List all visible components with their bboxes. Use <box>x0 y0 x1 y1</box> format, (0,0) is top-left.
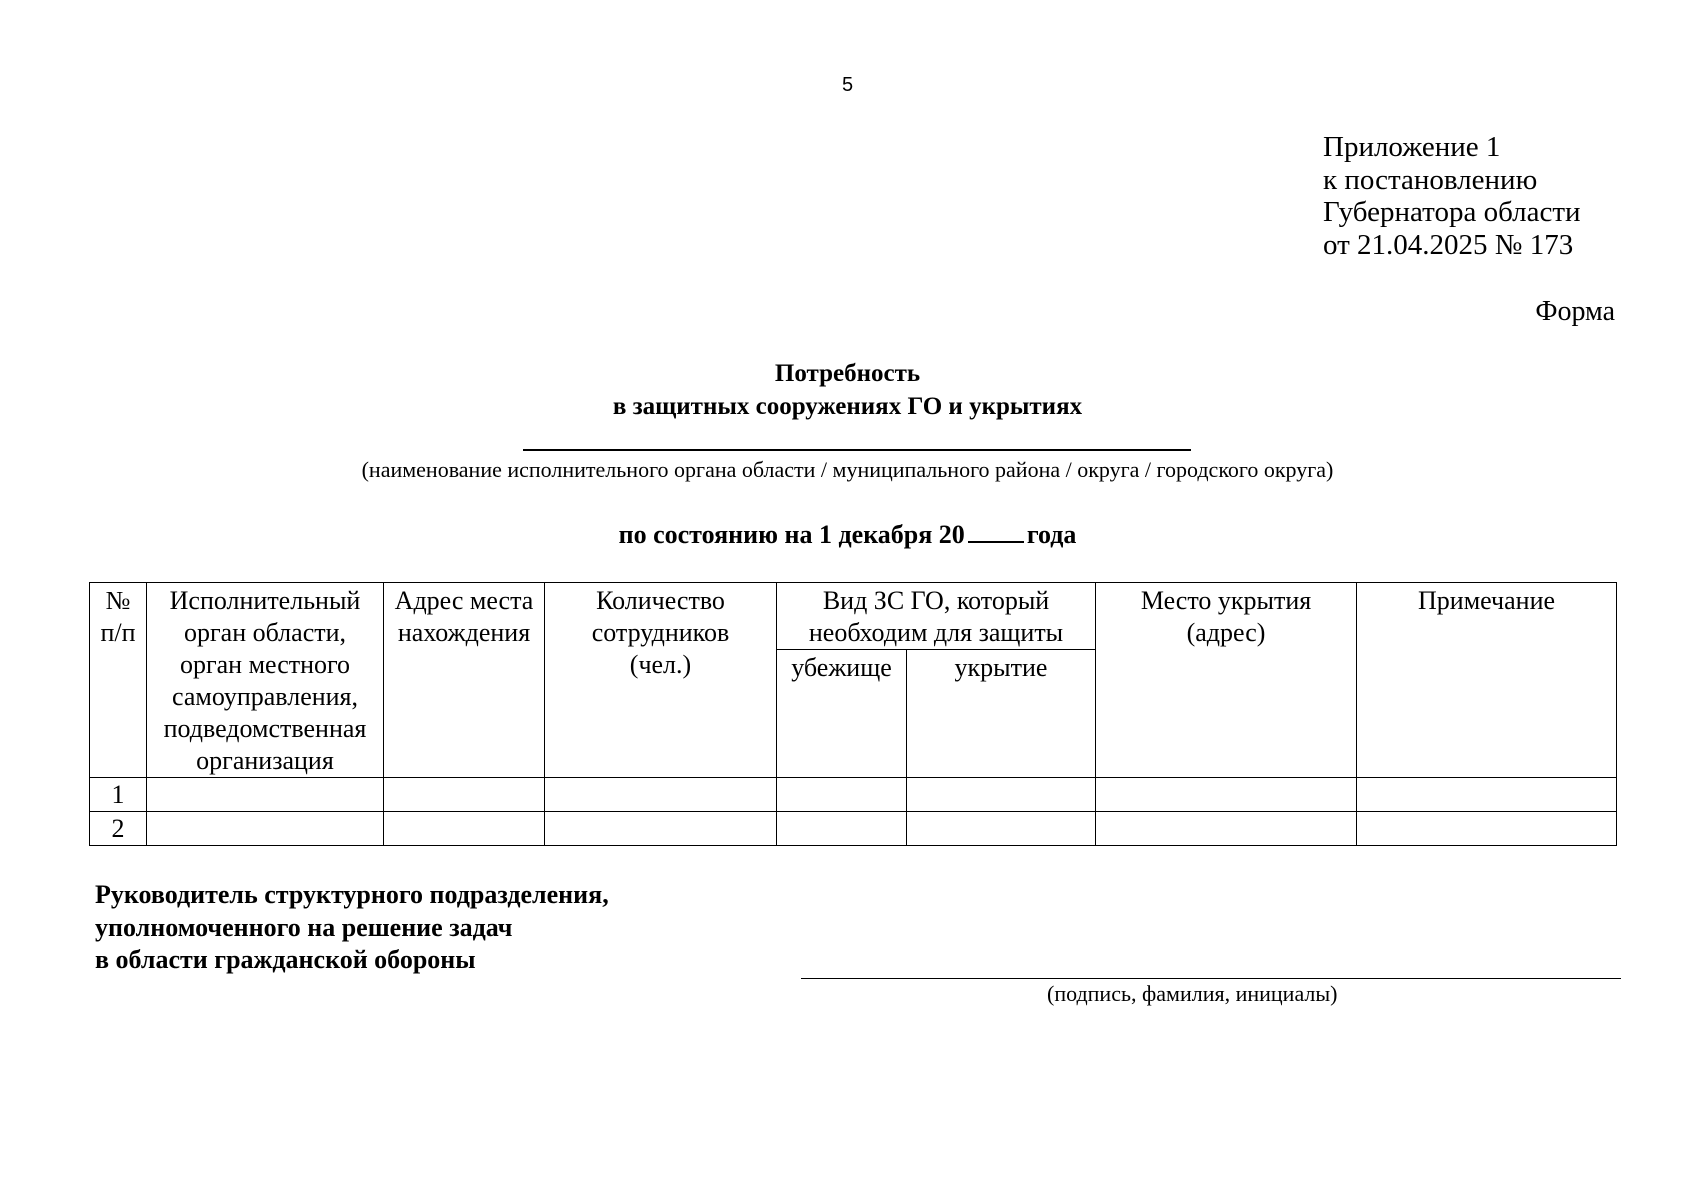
page-number: 5 <box>841 74 854 96</box>
header-line: самоуправления, <box>171 682 359 711</box>
signatory-line: в области гражданской обороны <box>95 945 476 974</box>
header-line: нахождения <box>397 618 531 647</box>
year-blank <box>968 519 1024 543</box>
needs-table <box>89 582 1617 846</box>
header-note: Примечание <box>1357 583 1617 778</box>
organization-caption: (наименование исполнительного органа области / муниципального района / округа / городского округа) <box>361 457 1334 482</box>
header-line: № <box>105 586 131 615</box>
document-title: Потребность <box>774 360 921 387</box>
signatory-line: Руководитель структурного подразделения, <box>95 880 609 909</box>
row-number: 2 <box>90 812 147 846</box>
cell-shelter[interactable] <box>777 778 907 812</box>
table-row <box>90 812 1617 846</box>
appendix-line: Губернатора области <box>1323 196 1581 228</box>
appendix-line: к постановлению <box>1323 163 1538 196</box>
as-of-suffix: года <box>1026 520 1077 549</box>
cell-organization[interactable] <box>147 778 384 812</box>
signature-line <box>801 978 1621 979</box>
header-cover: укрытие <box>907 650 1096 778</box>
header-line: (адрес) <box>1186 618 1266 647</box>
cell-address[interactable] <box>384 812 545 846</box>
cell-organization[interactable] <box>147 812 384 846</box>
signatory-line: уполномоченного на решение задач <box>95 912 513 942</box>
header-shelter-place <box>1096 583 1357 778</box>
cell-cover[interactable] <box>907 778 1096 812</box>
header-line: Исполнительный <box>169 586 361 615</box>
header-shelter: убежище <box>777 650 907 778</box>
appendix-line: от 21.04.2025 № 173 <box>1323 228 1574 261</box>
cell-shelter[interactable] <box>777 812 907 846</box>
cell-shelter-place[interactable] <box>1096 812 1357 846</box>
header-num <box>90 583 147 778</box>
header-line: орган области, <box>183 618 347 647</box>
cell-cover[interactable] <box>907 812 1096 846</box>
header-line: Место укрытия <box>1140 586 1312 615</box>
as-of-prefix: по состоянию на 1 декабря 20 <box>618 520 965 549</box>
as-of-date <box>0 519 1695 550</box>
header-line: (чел.) <box>629 650 692 679</box>
organization-name-line <box>523 449 1191 451</box>
cell-employee-count[interactable] <box>545 778 777 812</box>
cell-address[interactable] <box>384 778 545 812</box>
cell-note[interactable] <box>1357 812 1617 846</box>
table-row <box>90 778 1617 812</box>
header-line: п/п <box>100 618 136 647</box>
header-line: сотрудников <box>591 618 730 647</box>
cell-note[interactable] <box>1357 778 1617 812</box>
header-line: организация <box>196 746 334 775</box>
cell-employee-count[interactable] <box>545 812 777 846</box>
header-protection-type <box>777 583 1096 650</box>
header-employee-count <box>545 583 777 778</box>
header-organization <box>147 583 384 778</box>
appendix-block <box>1323 131 1581 261</box>
form-label: Форма <box>1535 296 1615 327</box>
header-line: Количество <box>596 586 725 615</box>
document-subtitle: в защитных сооружениях ГО и укрытиях <box>612 393 1083 420</box>
appendix-line: Приложение 1 <box>1323 131 1501 163</box>
header-address <box>384 583 545 778</box>
row-number: 1 <box>90 778 147 812</box>
header-line: необходим для защиты <box>808 618 1064 647</box>
cell-shelter-place[interactable] <box>1096 778 1357 812</box>
signature-caption: (подпись, фамилия, инициалы) <box>1047 981 1338 1006</box>
header-line: орган местного <box>179 650 351 679</box>
header-line: Адрес места <box>394 586 534 615</box>
header-line: подведомственная <box>163 714 367 743</box>
header-line: Вид ЗС ГО, который <box>822 586 1050 615</box>
signatory-title <box>95 879 609 977</box>
